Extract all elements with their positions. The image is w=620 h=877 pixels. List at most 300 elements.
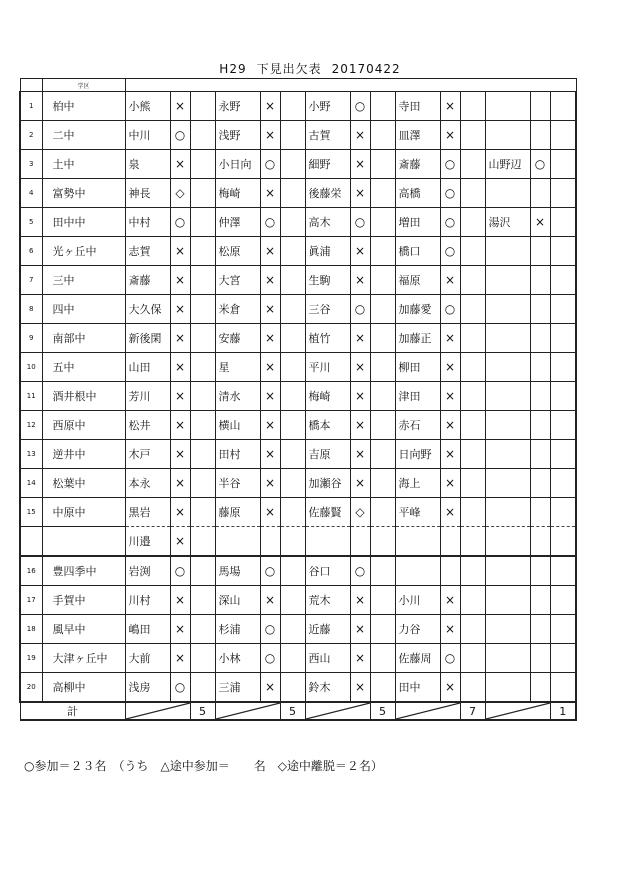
blank-cell (190, 644, 215, 673)
attendance-mark: × (350, 121, 370, 150)
person-name: 深山 (215, 586, 260, 615)
table-row (20, 411, 576, 440)
person-name: 中川 (125, 121, 170, 150)
blank-cell (280, 498, 305, 527)
blank-cell (190, 237, 215, 266)
table-row (20, 295, 576, 324)
row-number: 12 (20, 411, 42, 440)
blank-cell (550, 382, 576, 411)
attendance-mark: × (170, 324, 190, 353)
school-name: 逆井中 (42, 440, 125, 469)
blank-cell (190, 121, 215, 150)
attendance-mark: × (530, 208, 550, 237)
attendance-mark: × (440, 440, 460, 469)
attendance-mark: ○ (260, 208, 280, 237)
blank-cell (460, 353, 485, 382)
attendance-mark: × (260, 353, 280, 382)
attendance-mark: × (350, 179, 370, 208)
person-name: 西山 (305, 644, 350, 673)
blank-cell (550, 179, 576, 208)
attendance-mark: × (260, 673, 280, 703)
person-name (485, 92, 530, 121)
person-name: 近藤 (305, 615, 350, 644)
person-name: 古賀 (305, 121, 350, 150)
person-name: 柳田 (395, 353, 440, 382)
slash-mark (126, 703, 190, 719)
attendance-mark: × (440, 586, 460, 615)
attendance-mark: ○ (170, 121, 190, 150)
person-name: 中村 (125, 208, 170, 237)
attendance-mark: × (350, 324, 370, 353)
attendance-mark: × (350, 237, 370, 266)
blank-cell (280, 266, 305, 295)
person-name (485, 353, 530, 382)
total-row (20, 702, 576, 720)
attendance-mark: × (260, 411, 280, 440)
title-label: 下見出欠表 (256, 62, 322, 76)
person-name: 梅崎 (305, 382, 350, 411)
blank-cell (550, 150, 576, 179)
person-name: 木戸 (125, 440, 170, 469)
blank-cell (460, 615, 485, 644)
row-number: 16 (20, 556, 42, 586)
attendance-mark (530, 527, 550, 557)
blank-cell (370, 295, 395, 324)
table-row (20, 237, 576, 266)
attendance-mark: ○ (440, 644, 460, 673)
person-name: 平川 (305, 353, 350, 382)
row-number: 10 (20, 353, 42, 382)
school-name: 四中 (42, 295, 125, 324)
slash-cell (125, 702, 190, 720)
school-name: 田中中 (42, 208, 125, 237)
school-name: 風早中 (42, 615, 125, 644)
attendance-mark: × (440, 382, 460, 411)
attendance-mark: × (260, 237, 280, 266)
table-row (20, 644, 576, 673)
blank-cell (280, 208, 305, 237)
attendance-mark (350, 527, 370, 557)
row-number: 4 (20, 179, 42, 208)
person-name (485, 644, 530, 673)
total-count: 5 (190, 702, 215, 720)
person-name: 川村 (125, 586, 170, 615)
blank-cell (370, 440, 395, 469)
attendance-mark: × (260, 92, 280, 121)
person-name (485, 324, 530, 353)
attendance-mark: × (440, 498, 460, 527)
blank-cell (280, 237, 305, 266)
school-name: 中原中 (42, 498, 125, 527)
person-name: 赤石 (395, 411, 440, 440)
attendance-mark: × (440, 121, 460, 150)
person-name: 橋口 (395, 237, 440, 266)
blank-cell (190, 179, 215, 208)
row-number: 19 (20, 644, 42, 673)
school-name: 大津ヶ丘中 (42, 644, 125, 673)
blank-cell (460, 586, 485, 615)
table-row (20, 121, 576, 150)
attendance-mark (530, 556, 550, 586)
person-name: 鈴木 (305, 673, 350, 703)
person-name: 小熊 (125, 92, 170, 121)
header-school-cell: 学区 (42, 79, 125, 92)
school-name: 土中 (42, 150, 125, 179)
blank-cell (370, 353, 395, 382)
attendance-mark: × (170, 644, 190, 673)
person-name: 永野 (215, 92, 260, 121)
person-name (485, 527, 530, 557)
blank-cell (460, 179, 485, 208)
attendance-mark: × (440, 324, 460, 353)
attendance-mark: ○ (440, 295, 460, 324)
person-name: 山田 (125, 353, 170, 382)
person-name: 斎藤 (395, 150, 440, 179)
blank-cell (460, 556, 485, 586)
blank-cell (280, 295, 305, 324)
attendance-mark: × (260, 440, 280, 469)
blank-cell (280, 527, 305, 557)
person-name (395, 556, 440, 586)
person-name: 小林 (215, 644, 260, 673)
attendance-mark: × (350, 266, 370, 295)
school-name: 二中 (42, 121, 125, 150)
row-number: 18 (20, 615, 42, 644)
attendance-mark: ○ (170, 208, 190, 237)
person-name: 谷口 (305, 556, 350, 586)
attendance-mark (440, 556, 460, 586)
slash-mark (396, 703, 460, 719)
slash-mark (216, 703, 280, 719)
row-number: 3 (20, 150, 42, 179)
blank-cell (190, 295, 215, 324)
person-name: 吉原 (305, 440, 350, 469)
attendance-mark: × (260, 586, 280, 615)
person-name: 高橋 (395, 179, 440, 208)
attendance-mark (530, 382, 550, 411)
table-row (20, 353, 576, 382)
person-name: 小川 (395, 586, 440, 615)
person-name: 松井 (125, 411, 170, 440)
person-name: 皿澤 (395, 121, 440, 150)
person-name: 高木 (305, 208, 350, 237)
blank-cell (550, 440, 576, 469)
school-name (42, 527, 125, 557)
attendance-mark: ○ (170, 556, 190, 586)
title-date: 20170422 (331, 62, 401, 76)
attendance-mark: ○ (440, 150, 460, 179)
attendance-mark: × (260, 179, 280, 208)
blank-cell (460, 121, 485, 150)
attendance-mark (530, 644, 550, 673)
blank-cell (280, 324, 305, 353)
blank-cell (550, 121, 576, 150)
title-prefix: H29 (219, 62, 247, 76)
attendance-mark: ○ (260, 615, 280, 644)
row-number: 6 (20, 237, 42, 266)
person-name: 大久保 (125, 295, 170, 324)
blank-cell (280, 440, 305, 469)
attendance-mark: × (170, 295, 190, 324)
blank-cell (460, 237, 485, 266)
person-name: 大宮 (215, 266, 260, 295)
attendance-mark: ○ (350, 556, 370, 586)
blank-cell (550, 586, 576, 615)
attendance-mark: × (170, 527, 190, 557)
blank-cell (550, 237, 576, 266)
row-number: 17 (20, 586, 42, 615)
school-name: 柏中 (42, 92, 125, 121)
school-name: 豊四季中 (42, 556, 125, 586)
person-name (485, 266, 530, 295)
slash-mark (486, 703, 550, 719)
person-name: 岩渕 (125, 556, 170, 586)
attendance-mark: × (170, 150, 190, 179)
blank-cell (460, 498, 485, 527)
blank-cell (370, 92, 395, 121)
blank-cell (280, 353, 305, 382)
blank-cell (280, 644, 305, 673)
attendance-mark: × (260, 469, 280, 498)
blank-cell (550, 527, 576, 557)
attendance-mark: × (170, 469, 190, 498)
person-name: 志賀 (125, 237, 170, 266)
attendance-mark (530, 353, 550, 382)
blank-cell (460, 469, 485, 498)
person-name (485, 469, 530, 498)
attendance-mark (260, 527, 280, 557)
person-name (485, 411, 530, 440)
blank-cell (460, 527, 485, 557)
blank-cell (280, 382, 305, 411)
blank-cell (370, 324, 395, 353)
attendance-mark: × (170, 440, 190, 469)
person-name (485, 179, 530, 208)
row-number (20, 527, 42, 557)
attendance-mark: × (170, 411, 190, 440)
person-name (485, 295, 530, 324)
person-name (485, 440, 530, 469)
slash-cell (215, 702, 280, 720)
attendance-mark: × (440, 92, 460, 121)
person-name (485, 586, 530, 615)
person-name: 津田 (395, 382, 440, 411)
blank-cell (370, 179, 395, 208)
blank-cell (550, 295, 576, 324)
row-number: 13 (20, 440, 42, 469)
attendance-mark: × (170, 353, 190, 382)
slash-cell (305, 702, 370, 720)
blank-cell (370, 644, 395, 673)
attendance-mark (530, 615, 550, 644)
person-name: 後藤栄 (305, 179, 350, 208)
blank-cell (190, 469, 215, 498)
attendance-mark: × (170, 266, 190, 295)
person-name: 仲澤 (215, 208, 260, 237)
blank-cell (190, 615, 215, 644)
blank-cell (460, 295, 485, 324)
blank-cell (280, 556, 305, 586)
person-name: 海上 (395, 469, 440, 498)
person-name: 馬場 (215, 556, 260, 586)
person-name: 芳川 (125, 382, 170, 411)
blank-cell (190, 353, 215, 382)
blank-cell (190, 440, 215, 469)
blank-cell (370, 498, 395, 527)
attendance-mark: × (440, 615, 460, 644)
blank-cell (190, 673, 215, 703)
blank-cell (190, 411, 215, 440)
attendance-mark (530, 586, 550, 615)
school-name: 南部中 (42, 324, 125, 353)
school-name: 高柳中 (42, 673, 125, 703)
person-name (485, 498, 530, 527)
person-name: 梅崎 (215, 179, 260, 208)
person-name: 浅野 (215, 121, 260, 150)
attendance-table (19, 78, 577, 721)
blank-cell (550, 673, 576, 703)
table-row (20, 440, 576, 469)
school-name: 光ヶ丘中 (42, 237, 125, 266)
blank-cell (370, 237, 395, 266)
person-name: 福原 (395, 266, 440, 295)
blank-cell (460, 92, 485, 121)
person-name: 松原 (215, 237, 260, 266)
person-name (485, 237, 530, 266)
blank-cell (460, 382, 485, 411)
table-row (20, 498, 576, 527)
table-row (20, 586, 576, 615)
blank-cell (550, 615, 576, 644)
blank-cell (190, 556, 215, 586)
blank-cell (280, 411, 305, 440)
slash-mark (306, 703, 370, 719)
table-row (20, 266, 576, 295)
blank-cell (550, 644, 576, 673)
person-name: 川邉 (125, 527, 170, 557)
person-name: 清水 (215, 382, 260, 411)
attendance-mark: ○ (350, 208, 370, 237)
row-number: 5 (20, 208, 42, 237)
blank-cell (280, 469, 305, 498)
person-name: 眞浦 (305, 237, 350, 266)
person-name: 加藤愛 (395, 295, 440, 324)
attendance-mark: × (350, 411, 370, 440)
attendance-mark: × (350, 615, 370, 644)
person-name (485, 121, 530, 150)
blank-cell (460, 208, 485, 237)
person-name: 佐藤賢 (305, 498, 350, 527)
attendance-mark: × (260, 498, 280, 527)
blank-cell (280, 615, 305, 644)
person-name: 荒木 (305, 586, 350, 615)
total-count: 5 (280, 702, 305, 720)
person-name (485, 673, 530, 703)
attendance-mark: × (170, 498, 190, 527)
person-name: 加藤正 (395, 324, 440, 353)
person-name: 生駒 (305, 266, 350, 295)
person-name: 平峰 (395, 498, 440, 527)
header-num-cell (20, 79, 42, 92)
blank-cell (370, 150, 395, 179)
person-name: 安藤 (215, 324, 260, 353)
table-row (20, 150, 576, 179)
blank-cell (190, 208, 215, 237)
blank-cell (370, 556, 395, 586)
table-row (20, 324, 576, 353)
blank-cell (190, 150, 215, 179)
footer-summary: ○参加＝２３名 （うち △途中参加＝ 名 ◇途中離脱＝２名） (24, 759, 383, 773)
row-number: 9 (20, 324, 42, 353)
attendance-mark: × (350, 586, 370, 615)
attendance-mark: ○ (260, 644, 280, 673)
person-name: 寺田 (395, 92, 440, 121)
school-name: 酒井根中 (42, 382, 125, 411)
row-number: 11 (20, 382, 42, 411)
attendance-mark: × (170, 586, 190, 615)
attendance-mark (530, 673, 550, 703)
attendance-mark: × (440, 353, 460, 382)
school-name: 手賀中 (42, 586, 125, 615)
blank-cell (550, 324, 576, 353)
total-count: 5 (370, 702, 395, 720)
person-name: 大前 (125, 644, 170, 673)
blank-cell (550, 353, 576, 382)
person-name (485, 556, 530, 586)
table-row (20, 92, 576, 121)
attendance-mark: ○ (170, 673, 190, 703)
school-name: 西原中 (42, 411, 125, 440)
attendance-mark (530, 266, 550, 295)
attendance-mark: ○ (440, 208, 460, 237)
slash-cell (485, 702, 550, 720)
table-row (20, 208, 576, 237)
attendance-mark: × (440, 673, 460, 703)
blank-cell (370, 266, 395, 295)
attendance-mark (440, 527, 460, 557)
school-name: 三中 (42, 266, 125, 295)
blank-cell (370, 208, 395, 237)
header-row (20, 79, 576, 92)
person-name: 細野 (305, 150, 350, 179)
blank-cell (550, 92, 576, 121)
person-name: 田中 (395, 673, 440, 703)
attendance-mark: × (350, 150, 370, 179)
attendance-mark (530, 324, 550, 353)
row-number: 14 (20, 469, 42, 498)
blank-cell (190, 266, 215, 295)
row-number: 2 (20, 121, 42, 150)
attendance-mark (530, 498, 550, 527)
attendance-mark: × (350, 440, 370, 469)
blank-cell (550, 469, 576, 498)
person-name: 力谷 (395, 615, 440, 644)
attendance-mark: × (350, 353, 370, 382)
blank-cell (370, 411, 395, 440)
blank-cell (190, 527, 215, 557)
attendance-mark: × (260, 121, 280, 150)
blank-cell (460, 150, 485, 179)
attendance-mark: × (260, 324, 280, 353)
page-title (0, 60, 620, 77)
blank-cell (370, 673, 395, 703)
person-name: 神長 (125, 179, 170, 208)
blank-cell (550, 411, 576, 440)
blank-cell (190, 586, 215, 615)
attendance-mark (530, 237, 550, 266)
row-number: 1 (20, 92, 42, 121)
blank-cell (370, 121, 395, 150)
